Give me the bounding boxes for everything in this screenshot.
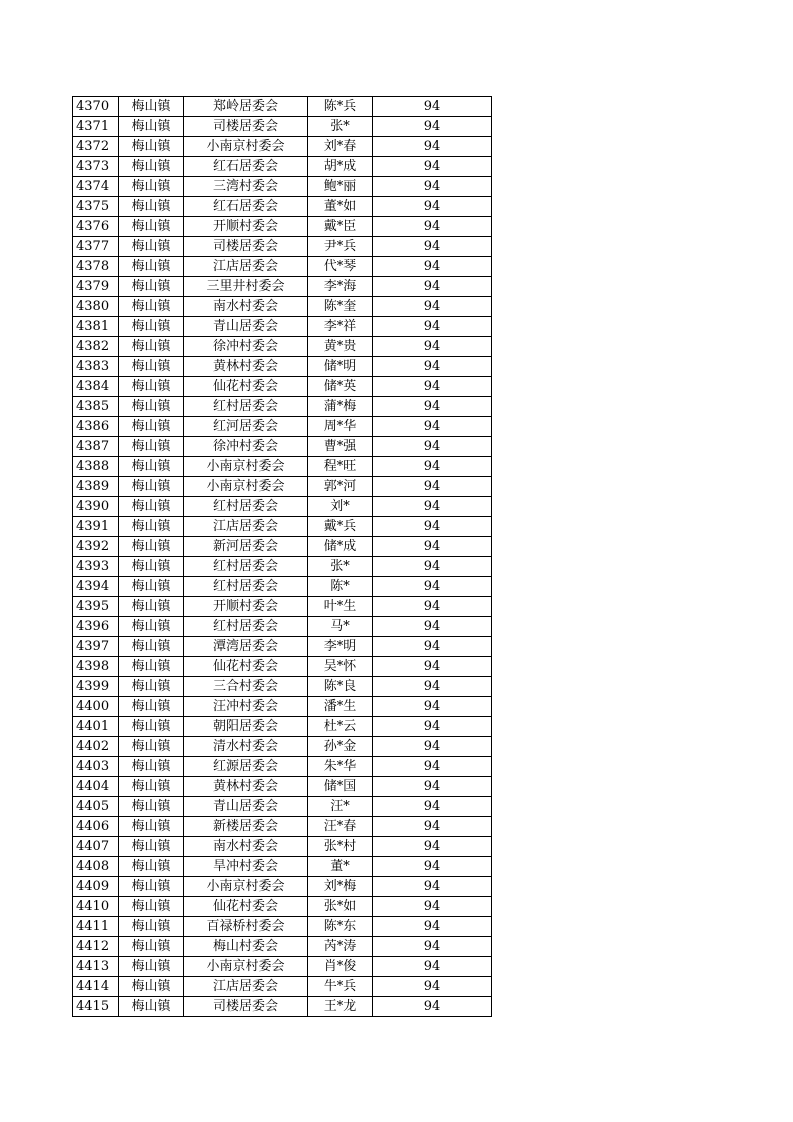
row-number-cell: 4393	[73, 557, 119, 577]
table-row	[73, 177, 492, 197]
row-number-cell: 4397	[73, 637, 119, 657]
name-cell: 孙*金	[308, 737, 373, 757]
score-cell: 94	[373, 557, 492, 577]
row-number-cell: 4377	[73, 237, 119, 257]
name-cell: 刘*	[308, 497, 373, 517]
score-cell: 94	[373, 97, 492, 117]
town-cell: 梅山镇	[119, 257, 184, 277]
village-cell: 红源居委会	[184, 757, 308, 777]
town-cell: 梅山镇	[119, 737, 184, 757]
table-row	[73, 837, 492, 857]
row-number-cell: 4405	[73, 797, 119, 817]
score-cell: 94	[373, 157, 492, 177]
score-cell: 94	[373, 177, 492, 197]
table-row	[73, 677, 492, 697]
village-cell: 开顺村委会	[184, 597, 308, 617]
row-number-cell: 4385	[73, 397, 119, 417]
score-cell: 94	[373, 137, 492, 157]
town-cell: 梅山镇	[119, 857, 184, 877]
village-cell: 红村居委会	[184, 497, 308, 517]
name-cell: 肖*俊	[308, 957, 373, 977]
name-cell: 吴*怀	[308, 657, 373, 677]
row-number-cell: 4390	[73, 497, 119, 517]
name-cell: 张*如	[308, 897, 373, 917]
score-cell: 94	[373, 697, 492, 717]
town-cell: 梅山镇	[119, 177, 184, 197]
town-cell: 梅山镇	[119, 597, 184, 617]
village-cell: 梅山村委会	[184, 937, 308, 957]
town-cell: 梅山镇	[119, 677, 184, 697]
score-cell: 94	[373, 737, 492, 757]
town-cell: 梅山镇	[119, 237, 184, 257]
town-cell: 梅山镇	[119, 437, 184, 457]
score-cell: 94	[373, 937, 492, 957]
village-cell: 红村居委会	[184, 577, 308, 597]
table-row	[73, 897, 492, 917]
score-cell: 94	[373, 617, 492, 637]
score-cell: 94	[373, 237, 492, 257]
score-cell: 94	[373, 357, 492, 377]
town-cell: 梅山镇	[119, 457, 184, 477]
town-cell: 梅山镇	[119, 777, 184, 797]
village-cell: 潭湾居委会	[184, 637, 308, 657]
village-cell: 青山居委会	[184, 317, 308, 337]
row-number-cell: 4374	[73, 177, 119, 197]
score-cell: 94	[373, 577, 492, 597]
town-cell: 梅山镇	[119, 577, 184, 597]
village-cell: 红河居委会	[184, 417, 308, 437]
score-cell: 94	[373, 817, 492, 837]
score-cell: 94	[373, 217, 492, 237]
village-cell: 司楼居委会	[184, 237, 308, 257]
town-cell: 梅山镇	[119, 197, 184, 217]
table-row	[73, 717, 492, 737]
village-cell: 江店居委会	[184, 517, 308, 537]
name-cell: 代*琴	[308, 257, 373, 277]
row-number-cell: 4392	[73, 537, 119, 557]
table-row	[73, 517, 492, 537]
town-cell: 梅山镇	[119, 417, 184, 437]
town-cell: 梅山镇	[119, 297, 184, 317]
table-row	[73, 957, 492, 977]
table-row	[73, 937, 492, 957]
village-cell: 红村居委会	[184, 557, 308, 577]
village-cell: 徐冲村委会	[184, 437, 308, 457]
score-cell: 94	[373, 257, 492, 277]
village-cell: 小南京村委会	[184, 137, 308, 157]
town-cell: 梅山镇	[119, 797, 184, 817]
table-row	[73, 197, 492, 217]
town-cell: 梅山镇	[119, 337, 184, 357]
village-cell: 徐冲村委会	[184, 337, 308, 357]
name-cell: 储*成	[308, 537, 373, 557]
score-cell: 94	[373, 757, 492, 777]
row-number-cell: 4379	[73, 277, 119, 297]
name-cell: 杜*云	[308, 717, 373, 737]
score-cell: 94	[373, 517, 492, 537]
town-cell: 梅山镇	[119, 117, 184, 137]
table-row	[73, 377, 492, 397]
village-cell: 红村居委会	[184, 397, 308, 417]
table-row	[73, 817, 492, 837]
town-cell: 梅山镇	[119, 897, 184, 917]
score-cell: 94	[373, 417, 492, 437]
table-row	[73, 617, 492, 637]
town-cell: 梅山镇	[119, 817, 184, 837]
row-number-cell: 4370	[73, 97, 119, 117]
table-row	[73, 357, 492, 377]
score-cell: 94	[373, 777, 492, 797]
village-cell: 南水村委会	[184, 837, 308, 857]
table-row	[73, 117, 492, 137]
score-cell: 94	[373, 437, 492, 457]
name-cell: 郭*河	[308, 477, 373, 497]
name-cell: 潘*生	[308, 697, 373, 717]
village-cell: 郑岭居委会	[184, 97, 308, 117]
table-row	[73, 457, 492, 477]
village-cell: 红村居委会	[184, 617, 308, 637]
row-number-cell: 4401	[73, 717, 119, 737]
score-cell: 94	[373, 497, 492, 517]
village-cell: 新楼居委会	[184, 817, 308, 837]
village-cell: 江店居委会	[184, 977, 308, 997]
town-cell: 梅山镇	[119, 877, 184, 897]
name-cell: 程*旺	[308, 457, 373, 477]
score-cell: 94	[373, 677, 492, 697]
village-cell: 百禄桥村委会	[184, 917, 308, 937]
town-cell: 梅山镇	[119, 317, 184, 337]
score-cell: 94	[373, 197, 492, 217]
town-cell: 梅山镇	[119, 937, 184, 957]
table-row	[73, 637, 492, 657]
name-cell: 王*龙	[308, 997, 373, 1017]
row-number-cell: 4404	[73, 777, 119, 797]
village-cell: 青山居委会	[184, 797, 308, 817]
row-number-cell: 4400	[73, 697, 119, 717]
name-cell: 蒲*梅	[308, 397, 373, 417]
name-cell: 叶*生	[308, 597, 373, 617]
town-cell: 梅山镇	[119, 697, 184, 717]
name-cell: 刘*春	[308, 137, 373, 157]
row-number-cell: 4380	[73, 297, 119, 317]
name-cell: 张*	[308, 557, 373, 577]
town-cell: 梅山镇	[119, 277, 184, 297]
name-cell: 黄*贵	[308, 337, 373, 357]
village-cell: 仙花村委会	[184, 897, 308, 917]
name-cell: 李*明	[308, 637, 373, 657]
name-cell: 汪*	[308, 797, 373, 817]
table-row	[73, 477, 492, 497]
score-cell: 94	[373, 717, 492, 737]
name-cell: 储*英	[308, 377, 373, 397]
name-cell: 胡*成	[308, 157, 373, 177]
town-cell: 梅山镇	[119, 537, 184, 557]
score-cell: 94	[373, 957, 492, 977]
table-row	[73, 657, 492, 677]
row-number-cell: 4403	[73, 757, 119, 777]
row-number-cell: 4383	[73, 357, 119, 377]
village-cell: 小南京村委会	[184, 957, 308, 977]
village-cell: 红石居委会	[184, 157, 308, 177]
name-cell: 陈*奎	[308, 297, 373, 317]
row-number-cell: 4388	[73, 457, 119, 477]
town-cell: 梅山镇	[119, 917, 184, 937]
town-cell: 梅山镇	[119, 157, 184, 177]
score-cell: 94	[373, 477, 492, 497]
table-row	[73, 917, 492, 937]
table-row	[73, 877, 492, 897]
table-row	[73, 317, 492, 337]
row-number-cell: 4408	[73, 857, 119, 877]
village-cell: 汪冲村委会	[184, 697, 308, 717]
score-cell: 94	[373, 397, 492, 417]
village-cell: 小南京村委会	[184, 457, 308, 477]
name-cell: 戴*臣	[308, 217, 373, 237]
name-cell: 朱*华	[308, 757, 373, 777]
table-row	[73, 737, 492, 757]
town-cell: 梅山镇	[119, 357, 184, 377]
score-cell: 94	[373, 597, 492, 617]
row-number-cell: 4375	[73, 197, 119, 217]
name-cell: 曹*强	[308, 437, 373, 457]
score-cell: 94	[373, 877, 492, 897]
name-cell: 储*明	[308, 357, 373, 377]
row-number-cell: 4396	[73, 617, 119, 637]
score-cell: 94	[373, 977, 492, 997]
score-cell: 94	[373, 637, 492, 657]
village-cell: 仙花村委会	[184, 657, 308, 677]
town-cell: 梅山镇	[119, 477, 184, 497]
row-number-cell: 4410	[73, 897, 119, 917]
town-cell: 梅山镇	[119, 717, 184, 737]
town-cell: 梅山镇	[119, 757, 184, 777]
row-number-cell: 4399	[73, 677, 119, 697]
table-row	[73, 157, 492, 177]
name-cell: 陈*良	[308, 677, 373, 697]
data-table	[72, 96, 492, 1017]
name-cell: 陈*	[308, 577, 373, 597]
town-cell: 梅山镇	[119, 557, 184, 577]
score-cell: 94	[373, 377, 492, 397]
row-number-cell: 4413	[73, 957, 119, 977]
row-number-cell: 4378	[73, 257, 119, 277]
town-cell: 梅山镇	[119, 657, 184, 677]
village-cell: 清水村委会	[184, 737, 308, 757]
name-cell: 张*村	[308, 837, 373, 857]
village-cell: 黄林村委会	[184, 357, 308, 377]
table-row	[73, 597, 492, 617]
name-cell: 陈*兵	[308, 97, 373, 117]
village-cell: 司楼居委会	[184, 997, 308, 1017]
town-cell: 梅山镇	[119, 517, 184, 537]
table-row	[73, 777, 492, 797]
table-row	[73, 557, 492, 577]
row-number-cell: 4373	[73, 157, 119, 177]
score-cell: 94	[373, 297, 492, 317]
score-cell: 94	[373, 897, 492, 917]
village-cell: 三里井村委会	[184, 277, 308, 297]
name-cell: 储*国	[308, 777, 373, 797]
row-number-cell: 4406	[73, 817, 119, 837]
town-cell: 梅山镇	[119, 997, 184, 1017]
table-row	[73, 497, 492, 517]
village-cell: 三合村委会	[184, 677, 308, 697]
village-cell: 小南京村委会	[184, 477, 308, 497]
row-number-cell: 4381	[73, 317, 119, 337]
row-number-cell: 4376	[73, 217, 119, 237]
row-number-cell: 4407	[73, 837, 119, 857]
town-cell: 梅山镇	[119, 217, 184, 237]
table-row	[73, 137, 492, 157]
village-cell: 仙花村委会	[184, 377, 308, 397]
row-number-cell: 4371	[73, 117, 119, 137]
village-cell: 旱冲村委会	[184, 857, 308, 877]
town-cell: 梅山镇	[119, 97, 184, 117]
name-cell: 陈*东	[308, 917, 373, 937]
town-cell: 梅山镇	[119, 837, 184, 857]
score-cell: 94	[373, 657, 492, 677]
score-cell: 94	[373, 857, 492, 877]
row-number-cell: 4384	[73, 377, 119, 397]
score-cell: 94	[373, 537, 492, 557]
town-cell: 梅山镇	[119, 137, 184, 157]
village-cell: 朝阳居委会	[184, 717, 308, 737]
table-row	[73, 577, 492, 597]
row-number-cell: 4395	[73, 597, 119, 617]
table-row	[73, 277, 492, 297]
row-number-cell: 4402	[73, 737, 119, 757]
table-body	[73, 97, 492, 1017]
table-row	[73, 697, 492, 717]
table-row	[73, 417, 492, 437]
town-cell: 梅山镇	[119, 397, 184, 417]
village-cell: 江店居委会	[184, 257, 308, 277]
score-cell: 94	[373, 277, 492, 297]
score-cell: 94	[373, 797, 492, 817]
name-cell: 李*海	[308, 277, 373, 297]
score-cell: 94	[373, 457, 492, 477]
name-cell: 董*如	[308, 197, 373, 217]
row-number-cell: 4372	[73, 137, 119, 157]
village-cell: 新河居委会	[184, 537, 308, 557]
name-cell: 刘*梅	[308, 877, 373, 897]
table-row	[73, 337, 492, 357]
village-cell: 司楼居委会	[184, 117, 308, 137]
name-cell: 张*	[308, 117, 373, 137]
row-number-cell: 4414	[73, 977, 119, 997]
row-number-cell: 4387	[73, 437, 119, 457]
table-row	[73, 237, 492, 257]
village-cell: 南水村委会	[184, 297, 308, 317]
row-number-cell: 4411	[73, 917, 119, 937]
row-number-cell: 4398	[73, 657, 119, 677]
table-row	[73, 537, 492, 557]
name-cell: 马*	[308, 617, 373, 637]
row-number-cell: 4409	[73, 877, 119, 897]
table-row	[73, 797, 492, 817]
village-cell: 三湾村委会	[184, 177, 308, 197]
village-cell: 开顺村委会	[184, 217, 308, 237]
name-cell: 芮*涛	[308, 937, 373, 957]
town-cell: 梅山镇	[119, 957, 184, 977]
table-row	[73, 97, 492, 117]
table-row	[73, 977, 492, 997]
village-cell: 小南京村委会	[184, 877, 308, 897]
row-number-cell: 4389	[73, 477, 119, 497]
table-row	[73, 397, 492, 417]
village-cell: 红石居委会	[184, 197, 308, 217]
row-number-cell: 4386	[73, 417, 119, 437]
town-cell: 梅山镇	[119, 497, 184, 517]
table-row	[73, 757, 492, 777]
village-cell: 黄林村委会	[184, 777, 308, 797]
name-cell: 尹*兵	[308, 237, 373, 257]
name-cell: 李*祥	[308, 317, 373, 337]
name-cell: 汪*春	[308, 817, 373, 837]
row-number-cell: 4412	[73, 937, 119, 957]
table-row	[73, 437, 492, 457]
name-cell: 董*	[308, 857, 373, 877]
score-cell: 94	[373, 997, 492, 1017]
score-cell: 94	[373, 317, 492, 337]
table-row	[73, 297, 492, 317]
row-number-cell: 4415	[73, 997, 119, 1017]
table-row	[73, 997, 492, 1017]
score-cell: 94	[373, 837, 492, 857]
row-number-cell: 4394	[73, 577, 119, 597]
town-cell: 梅山镇	[119, 977, 184, 997]
town-cell: 梅山镇	[119, 637, 184, 657]
town-cell: 梅山镇	[119, 377, 184, 397]
score-cell: 94	[373, 337, 492, 357]
row-number-cell: 4382	[73, 337, 119, 357]
table-row	[73, 857, 492, 877]
name-cell: 牛*兵	[308, 977, 373, 997]
table-row	[73, 217, 492, 237]
score-cell: 94	[373, 917, 492, 937]
row-number-cell: 4391	[73, 517, 119, 537]
town-cell: 梅山镇	[119, 617, 184, 637]
table-row	[73, 257, 492, 277]
score-cell: 94	[373, 117, 492, 137]
name-cell: 周*华	[308, 417, 373, 437]
name-cell: 戴*兵	[308, 517, 373, 537]
name-cell: 鲍*丽	[308, 177, 373, 197]
